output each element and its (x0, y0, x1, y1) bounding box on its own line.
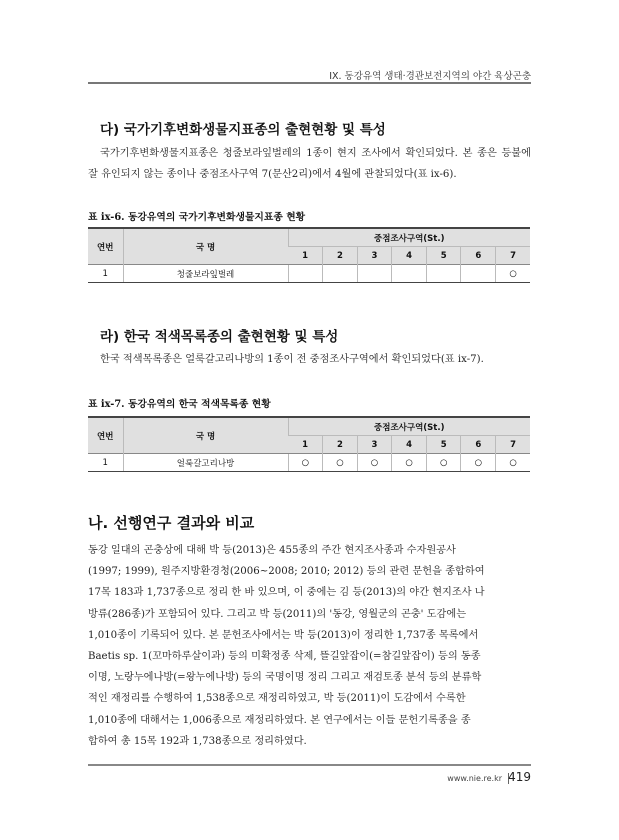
table7-col-no: 연번 (88, 417, 123, 454)
section-da-title: 다) 국가기후변화생물지표종의 출현현황 및 특성 (100, 122, 386, 138)
table6 (88, 227, 530, 283)
table6-caption: 표 ix-6. 동강유역의 국가기후변화생물지표종 현황 (88, 212, 306, 223)
table7-row-name: 얼룩갈고리나방 (123, 454, 288, 472)
table7-caption: 표 ix-7. 동강유역의 한국 적색목록종 현황 (88, 399, 271, 410)
page-number: 419 (508, 770, 531, 784)
table7 (88, 416, 530, 472)
footer-url: www.nie.re.kr (447, 774, 502, 783)
table7-mark: ○ (461, 454, 496, 472)
body-line: 이명, 노랑누에나방(=왕누에나방) 등의 국명이명 정리 그리고 재검토종 분석 등의 분류학 (88, 672, 482, 684)
table6-station: 6 (461, 247, 496, 265)
table7-station: 6 (461, 436, 496, 454)
table7-station: 2 (323, 436, 358, 454)
table7-col-name: 국 명 (123, 417, 288, 454)
body-line: 17목 183과 1,737종으로 정리 한 바 있으며, 이 중에는 김 등(2013)의 야간 현지조사 나 (88, 587, 485, 599)
table6-col-name: 국 명 (123, 228, 288, 265)
table7-station: 3 (357, 436, 392, 454)
table7-station: 1 (288, 436, 323, 454)
body-line: 1,010종에 대해서는 1,006종으로 재정리하였다. 본 연구에서는 이들 문헌기록종을 종 (88, 714, 471, 726)
table6-station: 3 (357, 247, 392, 265)
table6-mark: ○ (496, 265, 530, 283)
body-line: 적인 재정리를 수행하여 1,538종으로 재정리하였고, 박 등(2011)이 도감에서 수록한 (88, 693, 466, 705)
table6-mark (392, 265, 427, 283)
body-line: Baetis sp. 1(꼬마하루살이과) 등의 미확정종 삭제, 뜰길앞잡이(=참길앞잡이) 등의 동종 (88, 651, 481, 663)
table6-mark (323, 265, 358, 283)
table6-col-no: 연번 (88, 228, 123, 265)
table6-station: 7 (496, 247, 530, 265)
table7-station: 4 (392, 436, 427, 454)
table6-group-header: 중점조사구역(St.) (288, 228, 530, 247)
table7-mark: ○ (323, 454, 358, 472)
body-line: 동강 일대의 곤충상에 대해 박 등(2013)은 455종의 주간 현지조사종과 수자원공사 (88, 545, 456, 556)
table6-station: 4 (392, 247, 427, 265)
table6-mark (288, 265, 323, 283)
table7-station: 5 (426, 436, 461, 454)
table7-mark: ○ (496, 454, 530, 472)
section-na-title: 나. 선행연구 결과와 비교 (88, 514, 255, 532)
table6-mark (461, 265, 496, 283)
table6-station: 1 (288, 247, 323, 265)
table6-mark (426, 265, 461, 283)
table7-row-no: 1 (88, 454, 123, 472)
table7-mark: ○ (288, 454, 323, 472)
table-row (88, 454, 530, 472)
running-header: IX. 동강유역 생태·경관보전지역의 야간 육상곤충 (329, 71, 531, 82)
table-row (88, 265, 530, 283)
section-ra-title: 라) 한국 적색목록종의 출현현황 및 특성 (100, 329, 339, 345)
table6-station: 5 (426, 247, 461, 265)
table7-mark: ○ (357, 454, 392, 472)
table7-group-header: 중점조사구역(St.) (288, 417, 530, 436)
section-ra-paragraph: 한국 적색목록종은 얼룩갈고리나방의 1종이 전 중점조사구역에서 확인되었다(표 ix-7). (100, 354, 484, 365)
body-line: 합하여 총 15목 192과 1,738종으로 정리하였다. (88, 735, 307, 747)
section-da-paragraph: 국가기후변화생물지표종은 청줄보라잎벌레의 1종이 현지 조사에서 확인되었다. 본 종은 등불에 잘 유인되지 않는 종이나 중점조사구역 7(문산2리)에서 4월에 관찰되었다(표 ix-6). (88, 148, 531, 180)
table6-station: 2 (323, 247, 358, 265)
table7-mark: ○ (426, 454, 461, 472)
table6-row-name: 청줄보라잎벌레 (123, 265, 288, 283)
table7-station: 7 (496, 436, 530, 454)
header-rule (88, 82, 531, 84)
body-line: (1997; 1999), 원주지방환경청(2006~2008; 2010; 2012) 등의 관련 문헌을 종합하여 (88, 566, 485, 578)
body-line: 1,010종이 기록되어 있다. 본 문헌조사에서는 박 등(2013)이 정리한 1,737종 목록에서 (88, 629, 479, 641)
section-na-body (88, 540, 532, 752)
table7-mark: ○ (392, 454, 427, 472)
table6-mark (357, 265, 392, 283)
body-line: 방류(286종)가 포함되어 있다. 그리고 박 등(2011)의 '동강, 영월군의 곤충' 도감에는 (88, 608, 467, 620)
table6-row-no: 1 (88, 265, 123, 283)
footer-rule (88, 764, 531, 766)
